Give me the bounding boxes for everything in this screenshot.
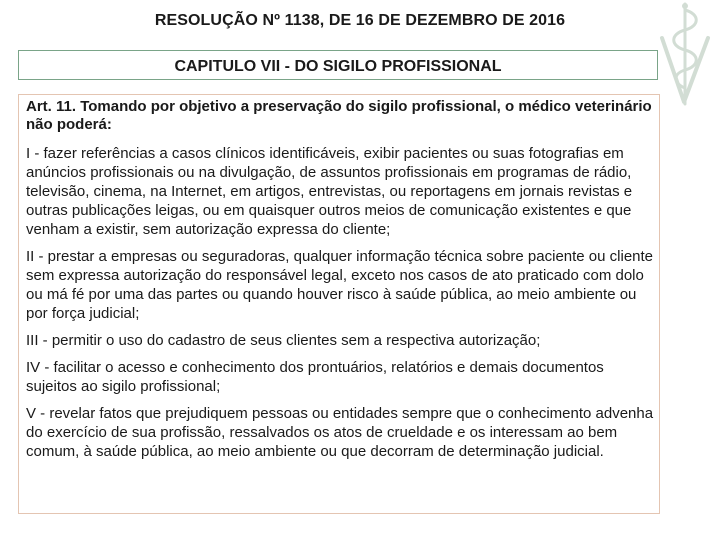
article-heading: Art. 11. Tomando por objetivo a preservação do sigilo profissional, o médico veterinário não poderá: — [26, 98, 652, 133]
article-item-i: I - fazer referências a casos clínicos identificáveis, exibir pacientes ou suas fotografias em anúncios profissionais ou na divulgação, de assuntos profissionais em programas de rádio, televisão, cinema, na Internet, em artigos, entrevistas, ou reportagens em jornais revistas e outras publicações leigas, ou em quaisquer outros meios de comunicação existentes e que venham a existir, sem autorização expressa do cliente; — [26, 145, 633, 238]
article-item-ii: II - prestar a empresas ou seguradoras, qualquer informação técnica sobre paciente ou cliente sem expressa autorização do responsável legal, exceto nos casos de ato praticado com dolo ou má fé por uma das partes ou quando houver risco à saúde pública, ao meio ambiente ou por força judicial; — [26, 248, 654, 322]
article-content-box — [18, 94, 660, 514]
chapter-heading: CAPITULO VII - DO SIGILO PROFISSIONAL — [174, 58, 502, 75]
article-item-iii: III - permitir o uso do cadastro de seus clientes sem a respectiva autorização; — [26, 332, 541, 349]
page-title: RESOLUÇÃO Nº 1138, DE 16 DE DEZEMBRO DE 2016 — [154, 12, 566, 29]
chapter-heading-box — [18, 50, 658, 80]
article-item-iv: IV - facilitar o acesso e conhecimento dos prontuários, relatórios e demais documentos sujeitos ao sigilo profissional; — [26, 359, 604, 395]
article-item-v: V - revelar fatos que prejudiquem pessoas ou entidades sempre que o conhecimento advenha do exercício de sua profissão, ressalvados os atos de crueldade e os interessam ao bem comum, à saúde pública, ao meio ambiente ou que decorram de determinação judicial. — [26, 405, 654, 460]
veterinary-caduceus-icon — [656, 0, 714, 110]
